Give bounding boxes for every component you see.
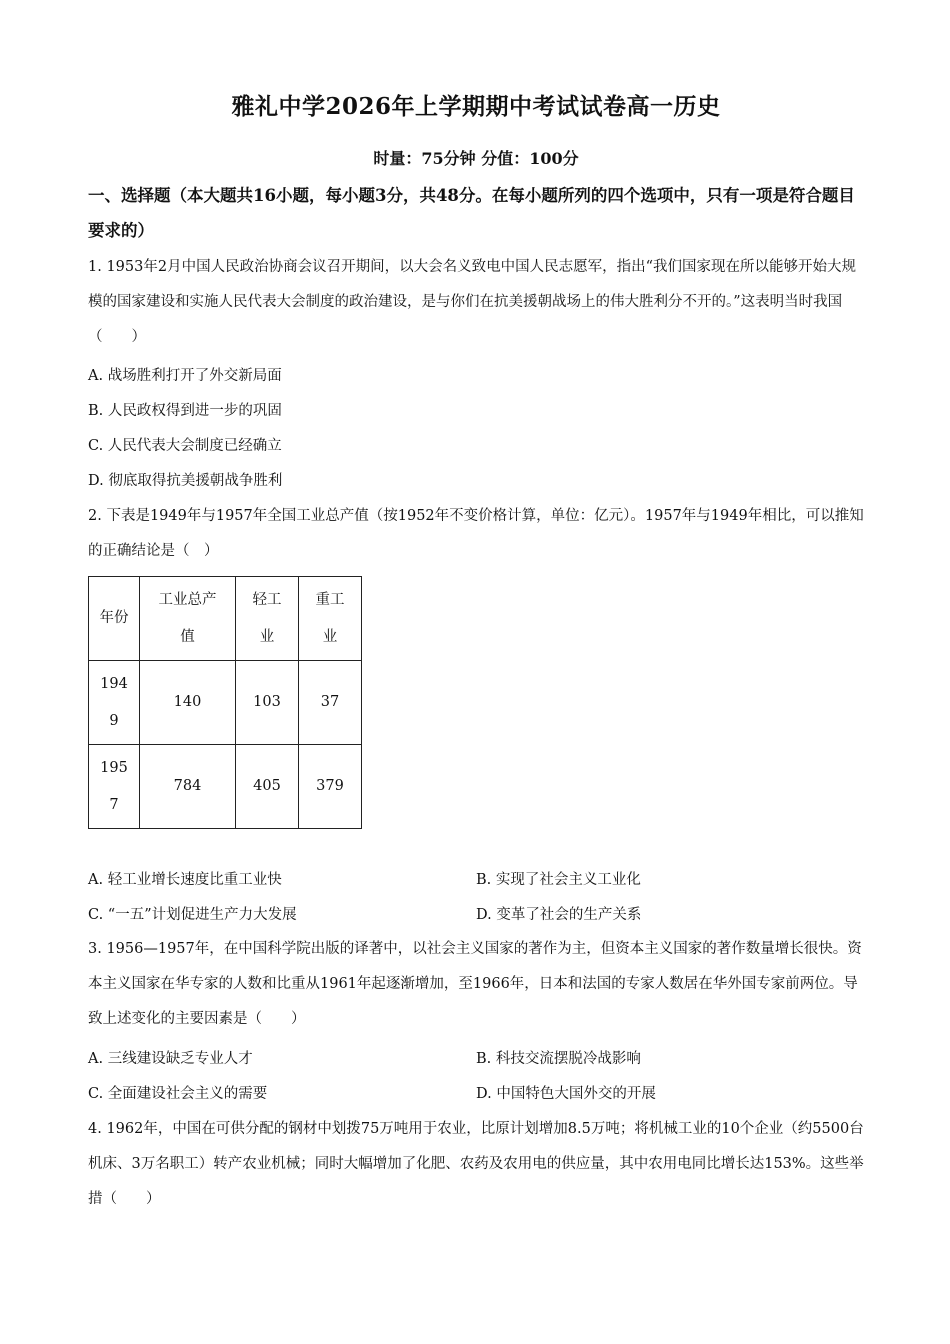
table-header-cell: 重工业: [299, 577, 362, 661]
table-cell: 784: [140, 745, 236, 829]
table-row: [89, 745, 362, 829]
table-cell: 103: [236, 661, 299, 745]
exam-time-score: 时量：75分钟 分值：100分: [373, 149, 579, 168]
question-1-option-b: B. 人民政权得到进一步的巩固: [88, 403, 282, 419]
question-4-stem: 4. 1962年，中国在可供分配的钢材中划拨75万吨用于农业，比原计划增加8.5万吨；将机械工业的10个企业（约5500台机床、3万名职工）转产农业机械；同时大幅增加了化肥、农药及农用电的供应量，其中农用电同比增长达153%。这些举措（ ）: [88, 1121, 864, 1207]
question-3-option-d: D. 中国特色大国外交的开展: [476, 1086, 656, 1102]
table-cell: 379: [299, 745, 362, 829]
table-cell: 140: [140, 661, 236, 745]
table-header-cell: 年份: [89, 577, 140, 661]
table-row: [89, 661, 362, 745]
question-3-option-b: B. 科技交流摆脱冷战影响: [476, 1051, 641, 1067]
table-header-cell: 工业总产值: [140, 577, 236, 661]
question-3-option-a: A. 三线建设缺乏专业人才: [88, 1051, 253, 1067]
table-cell-year: 1957: [89, 745, 140, 829]
question-2-option-b: B. 实现了社会主义工业化: [476, 872, 641, 888]
question-1-option-a: A. 战场胜利打开了外交新局面: [88, 368, 282, 384]
question-2-stem: 2. 下表是1949年与1957年全国工业总产值（按1952年不变价格计算，单位：亿元）。1957年与1949年相比，可以推知的正确结论是（ ）: [88, 508, 864, 559]
section-heading: 一、选择题（本大题共16小题，每小题3分，共48分。在每小题所列的四个选项中，只有一项是符合题目要求的）: [88, 186, 855, 240]
table-header-cell: 轻工业: [236, 577, 299, 661]
question-2-option-a: A. 轻工业增长速度比重工业快: [88, 872, 282, 888]
exam-title: 雅礼中学2026年上学期期中考试试卷高一历史: [231, 93, 721, 120]
question-1-stem: 1. 1953年2月中国人民政治协商会议召开期间，以大会名义致电中国人民志愿军，指出“我们国家现在所以能够开始大规模的国家建设和实施人民代表大会制度的政治建设，是与你们在抗美援朝战场上的伟大胜利分不开的。”这表明当时我国（ ）: [88, 259, 856, 345]
question-2-option-d: D. 变革了社会的生产关系: [476, 907, 642, 923]
question-1-option-d: D. 彻底取得抗美援朝战争胜利: [88, 473, 283, 489]
question-2-option-c: C. “一五”计划促进生产力大发展: [88, 907, 297, 923]
table-cell: 37: [299, 661, 362, 745]
question-3-option-c: C. 全面建设社会主义的需要: [88, 1086, 268, 1102]
question-1-option-c: C. 人民代表大会制度已经确立: [88, 438, 282, 454]
table-header-row: [89, 577, 362, 661]
question-3-stem: 3. 1956—1957年，在中国科学院出版的译著中，以社会主义国家的著作为主，但资本主义国家的著作数量增长很快。资本主义国家在华专家的人数和比重从1961年起逐渐增加，至1966年，日本和法国的专家人数居在华外国专家前两位。导致上述变化的主要因素是（ ）: [88, 941, 862, 1027]
industry-output-table: [88, 576, 362, 829]
table-cell-year: 1949: [89, 661, 140, 745]
table-cell: 405: [236, 745, 299, 829]
